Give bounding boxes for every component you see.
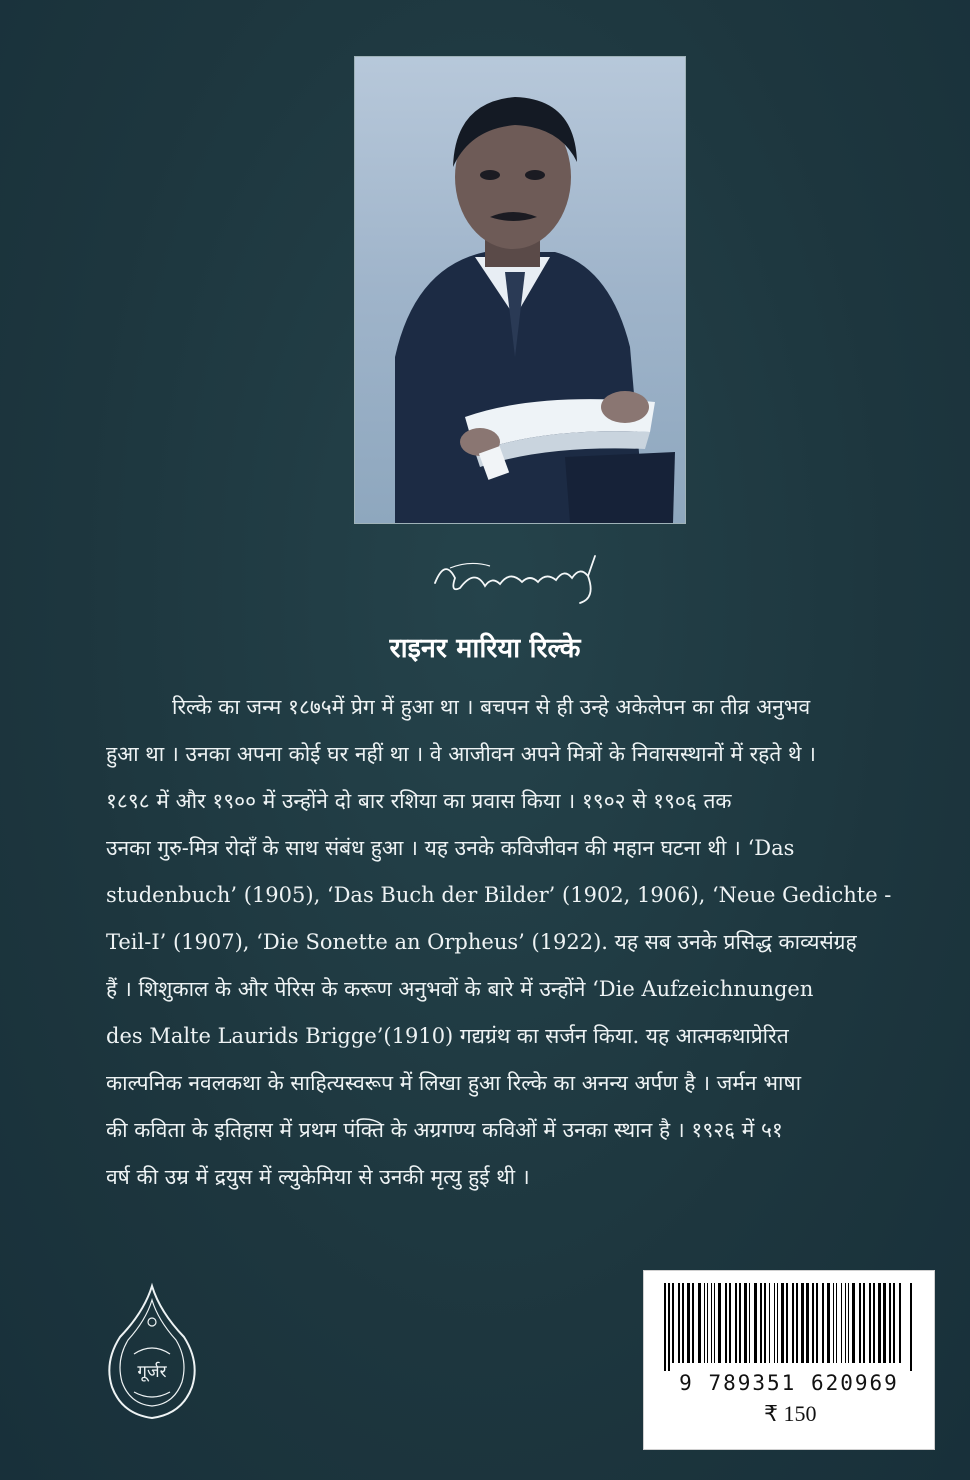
bio-line: Teil-I’ (1907), ‘Die Sonette an Orpheus’ (1922). यह सब उनके प्रसिद्ध काव्यसंग्रह xyxy=(106,930,857,954)
barcode-bar xyxy=(781,1283,784,1363)
bio-line: हैं । शिशुकाल के और पेरिस के करूण अनुभवों के बारे में उन्होंने ‘Die Aufzeichnungen xyxy=(106,977,814,1001)
publisher-emblem-icon xyxy=(104,1282,200,1422)
barcode-bar xyxy=(664,1283,666,1371)
barcode-bar xyxy=(769,1283,770,1363)
bio-line: काल्पनिक नवलकथा के साहित्यस्वरूप में लिखा हुआ रिल्के का अनन्य अर्पण है । जर्मन भाषा xyxy=(106,1071,802,1095)
barcode-bar xyxy=(806,1283,809,1363)
bio-line: की कविता के इतिहास में प्रथम पंक्ति के अग्रगण्य कविओं में उनका स्थान है । १९२६ में ५१ xyxy=(106,1118,783,1142)
barcode-bar xyxy=(754,1283,757,1363)
barcode-bar xyxy=(760,1283,762,1363)
barcode-graphic xyxy=(662,1283,916,1371)
signature-graphic xyxy=(430,548,610,608)
barcode-bar xyxy=(852,1283,855,1363)
book-title: राइनर मारिया रिल्के xyxy=(389,633,581,664)
barcode-bar xyxy=(704,1283,705,1363)
bio-line: हुआ था । उनका अपना कोई घर नहीं था । वे आजीवन अपने मित्रों के निवासस्थानों में रहते थे । xyxy=(106,742,817,766)
barcode-bar xyxy=(725,1283,727,1363)
barcode-bar xyxy=(836,1283,837,1363)
barcode-bar xyxy=(841,1283,842,1363)
barcode-bar xyxy=(822,1283,824,1363)
barcode-bar xyxy=(698,1283,701,1363)
author-signature xyxy=(430,548,610,608)
barcode-bar xyxy=(678,1283,680,1363)
bio-line: studenbuch’ (1905), ‘Das Buch der Bilder’ (1902, 1906), ‘Neue Gedichte - xyxy=(106,883,892,907)
bio-line: रिल्के का जन्म १८७५में प्रेग में हुआ था । बचपन से ही उन्हे अकेलेपन का तीव्र अनुभव xyxy=(172,695,811,719)
price-label: ₹ 150 xyxy=(764,1401,817,1426)
barcode-bar xyxy=(873,1283,875,1363)
barcode-bar xyxy=(827,1283,830,1363)
barcode-bar xyxy=(739,1283,741,1363)
barcode-bar xyxy=(692,1283,694,1363)
barcode-bar xyxy=(816,1283,818,1363)
bio-line: वर्ष की उम्र में द्रयुस में ल्युकेमिया से उनकी मृत्यु हुई थी । xyxy=(106,1165,530,1189)
barcode-bar xyxy=(682,1283,684,1363)
barcode-bar xyxy=(711,1283,712,1363)
barcode-bar xyxy=(744,1283,747,1363)
isbn-number: 9 789351 620969 xyxy=(679,1371,899,1395)
barcode-bar xyxy=(672,1283,674,1363)
barcode-bar xyxy=(899,1283,901,1363)
publisher-logo xyxy=(104,1282,200,1422)
barcode-bar xyxy=(893,1283,895,1363)
portrait-illustration xyxy=(355,57,685,523)
barcode-bar xyxy=(792,1283,794,1363)
barcode-bar xyxy=(801,1283,804,1363)
barcode-bar xyxy=(707,1283,708,1363)
barcode-bar xyxy=(796,1283,798,1363)
barcode-bar xyxy=(812,1283,814,1363)
bio-line: des Malte Laurids Brigge’(1910) गद्यग्रंथ का सर्जन किया. यह आत्मकथाप्रेरित xyxy=(106,1024,789,1048)
barcode-bar xyxy=(889,1283,891,1363)
barcode-bar xyxy=(735,1283,737,1363)
bio-line: उनका गुरु-मित्र रोदाँ के साथ संबंध हुआ । यह उनके कविजीवन की महान घटना थी । ‘Das xyxy=(106,836,795,860)
barcode-bar xyxy=(786,1283,788,1363)
barcode-bar xyxy=(859,1283,861,1363)
barcode-bar xyxy=(764,1283,766,1363)
barcode-bar xyxy=(749,1283,750,1363)
barcode-label xyxy=(643,1270,935,1450)
barcode-bar xyxy=(774,1283,775,1363)
publisher-logo-text: गूर्जर xyxy=(137,1362,167,1382)
barcode-bar xyxy=(833,1283,834,1363)
barcode-bar xyxy=(718,1283,721,1363)
barcode-bar xyxy=(878,1283,881,1363)
barcode-bar xyxy=(863,1283,865,1363)
barcode-bar xyxy=(845,1283,846,1363)
barcode-bar xyxy=(883,1283,886,1363)
barcode-bar xyxy=(687,1283,690,1363)
barcode-bar xyxy=(714,1283,715,1363)
bio-line: १८९८ में और १९०० में उन्होंने दो बार रशिया का प्रवास किया । १९०२ से १९०६ तक xyxy=(106,789,732,813)
author-portrait xyxy=(354,56,686,524)
barcode-bar xyxy=(729,1283,731,1363)
author-biography xyxy=(106,684,932,1201)
barcode-bar xyxy=(777,1283,778,1363)
barcode-bar xyxy=(668,1283,670,1371)
barcode-bar xyxy=(910,1283,912,1371)
barcode-bar xyxy=(848,1283,849,1363)
barcode-bar xyxy=(869,1283,871,1363)
